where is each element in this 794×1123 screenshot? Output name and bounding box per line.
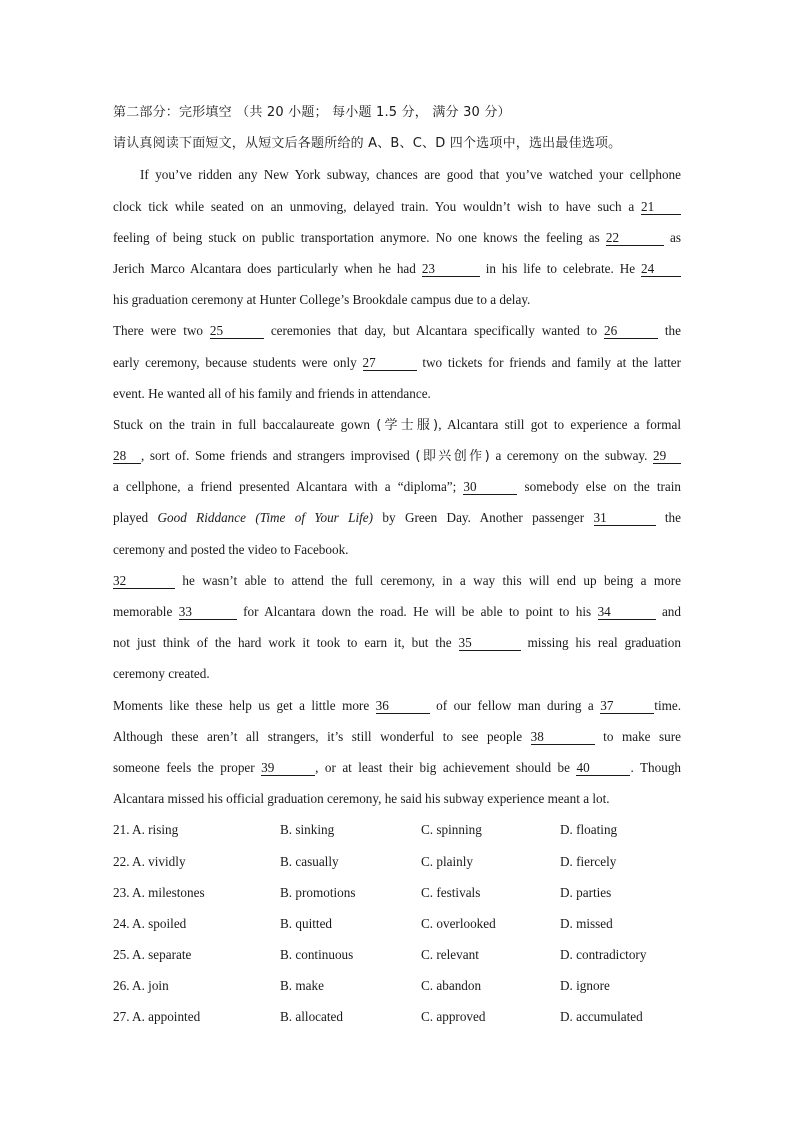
blank-21: 21 (641, 200, 681, 215)
passage-text: not just think of the hard work it took to earn it, but the (113, 635, 452, 651)
passage-line (113, 347, 681, 378)
blank-22: 22 (606, 231, 664, 246)
option-c: C. relevant (421, 947, 479, 963)
passage-text: to make sure (603, 728, 682, 744)
option-c: C. overlooked (421, 915, 496, 931)
passage-line (113, 440, 681, 471)
passage-text: . Though (630, 759, 682, 775)
passage-line (113, 534, 681, 565)
option-b: B. continuous (280, 947, 354, 963)
passage-text: his graduation ceremony at Hunter College’s Brookdale campus due to a delay. (113, 292, 531, 308)
passage-line (113, 284, 681, 315)
passage-text: Alcantara missed his official graduation ceremony, he said his subway experience meant a lot. (113, 791, 610, 807)
option-a: 27. A. appointed (113, 1009, 201, 1025)
song-title: Good Riddance (Time of Your Life) (157, 510, 374, 526)
passage-text: , sort of. Some friends and strangers improvised (141, 448, 410, 464)
passage-text-cn: (学士服) (376, 417, 439, 433)
blank-34: 34 (598, 605, 656, 620)
passage-text: someone feels the proper (113, 759, 255, 775)
option-b: B. promotions (280, 884, 356, 900)
option-b: B. sinking (280, 822, 335, 838)
passage-line (113, 690, 681, 721)
blank-35: 35 (459, 636, 521, 651)
passage-text: the (664, 510, 681, 526)
option-a: 25. A. separate (113, 947, 192, 963)
option-c: C. approved (421, 1009, 486, 1025)
blank-36: 36 (376, 699, 430, 714)
blank-23: 23 (422, 262, 480, 277)
passage-line (113, 658, 681, 689)
passage-text: a ceremony on the subway. (495, 448, 648, 464)
blank-26: 26 (604, 324, 658, 339)
option-row (113, 908, 681, 939)
options-list (113, 814, 681, 1032)
passage-line (113, 222, 681, 253)
passage-text: by Green Day. Another passenger (382, 510, 585, 526)
passage-text: Although these aren’t all strangers, it’s still wonderful to see people (113, 728, 523, 744)
blank-28: 28 (113, 449, 141, 464)
passage-text: time. (654, 697, 682, 713)
blank-29: 29 (653, 449, 681, 464)
passage-text: clock tick while seated on an unmoving, delayed train. You wouldn’t wish to have such a (113, 198, 635, 214)
passage-line (113, 378, 681, 409)
passage-text: , or at least their big achievement should be (315, 759, 571, 775)
passage-text: in his life to celebrate. He (485, 260, 636, 276)
passage-line (113, 253, 681, 284)
blank-39: 39 (261, 761, 315, 776)
passage-text: he wasn’t able to attend the full ceremony, in a way this will end up being a more (182, 572, 681, 588)
passage-text: somebody else on the train (524, 479, 682, 495)
blank-31: 31 (594, 511, 656, 526)
passage-text: ceremony and posted the video to Facebook. (113, 541, 349, 557)
option-c: C. festivals (421, 884, 481, 900)
passage-line (113, 471, 681, 502)
option-d: D. ignore (560, 978, 610, 994)
section-instruction: 请认真阅读下面短文，从短文后各题所给的 A、B、C、D 四个选项中，选出最佳选项。 (113, 136, 622, 152)
option-d: D. contradictory (560, 947, 647, 963)
option-c: C. abandon (421, 978, 482, 994)
passage-text: If you’ve ridden any New York subway, chances are good that you’ve watched your cellphone (140, 167, 681, 183)
option-d: D. fiercely (560, 853, 617, 869)
option-a: 24. A. spoiled (113, 915, 187, 931)
option-row (113, 846, 681, 877)
passage-text-cn: (即兴创作) (415, 449, 490, 465)
passage-line (113, 752, 681, 783)
passage-text: a cellphone, a friend presented Alcantara with a “diploma”; (113, 479, 457, 495)
passage-line (113, 159, 681, 190)
passage-text: Jerich Marco Alcantara does particularly when he had (113, 260, 416, 276)
option-d: D. accumulated (560, 1009, 643, 1025)
option-row (113, 814, 681, 845)
option-d: D. parties (560, 884, 612, 900)
passage-line (113, 596, 681, 627)
passage-text: for Alcantara down the road. He will be able to point to his (243, 604, 592, 619)
passage-line (113, 409, 681, 440)
passage-text: There were two (113, 323, 203, 339)
option-row (113, 877, 681, 908)
option-b: B. allocated (280, 1009, 343, 1025)
passage-text: ceremony created. (113, 666, 210, 682)
option-d: D. missed (560, 915, 613, 931)
passage-text: memorable (113, 604, 173, 619)
passage-text: feeling of being stuck on public transportation anymore. No one knows the feeling as (113, 229, 600, 245)
option-row (113, 939, 681, 970)
option-c: C. spinning (421, 822, 482, 838)
option-b: B. quitted (280, 915, 333, 931)
passage-text: early ceremony, because students were only (113, 354, 357, 370)
passage-line (113, 191, 681, 222)
passage-text: missing his real graduation (527, 635, 681, 651)
option-b: B. make (280, 978, 324, 994)
blank-33: 33 (179, 605, 237, 620)
option-d: D. floating (560, 822, 618, 838)
passage-text: Moments like these help us get a little more (113, 697, 370, 713)
passage-text: Stuck on the train in full baccalaureate gown (113, 416, 370, 432)
option-a: 23. A. milestones (113, 884, 205, 900)
passage-text: and (661, 604, 681, 619)
document-page (113, 97, 681, 1033)
blank-32: 32 (113, 574, 175, 589)
passage-line (113, 502, 681, 533)
blank-30: 30 (463, 480, 517, 495)
blank-25: 25 (210, 324, 264, 339)
passage-text: ceremonies that day, but Alcantara specifically wanted to (270, 323, 598, 339)
passage-text: the (664, 323, 682, 339)
blank-40: 40 (576, 761, 630, 776)
option-a: 22. A. vividly (113, 853, 186, 869)
passage-text: event. He wanted all of his family and friends in attendance. (113, 385, 431, 401)
passage-line (113, 565, 681, 596)
passage-text: played (113, 510, 149, 526)
blank-37: 37 (600, 699, 654, 714)
option-a: 21. A. rising (113, 822, 179, 838)
blank-24: 24 (641, 262, 681, 277)
option-b: B. casually (280, 853, 339, 869)
option-a: 26. A. join (113, 978, 169, 994)
option-c: C. plainly (421, 853, 474, 869)
blank-27: 27 (363, 356, 417, 371)
blank-38: 38 (531, 730, 595, 745)
passage-text: of our fellow man during a (436, 697, 594, 713)
passage-text: two tickets for friends and family at the latter (422, 354, 682, 370)
passage-line (113, 315, 681, 346)
option-row (113, 970, 681, 1001)
passage-line (113, 783, 681, 814)
passage-text: as (670, 229, 682, 245)
passage-text: , Alcantara still got to experience a formal (438, 416, 681, 432)
option-row (113, 1001, 681, 1032)
passage-line (113, 721, 681, 752)
section-title: 第二部分：完形填空 （共 20 小题； 每小题 1.5 分， 满分 30 分） (113, 105, 511, 120)
passage-line (113, 627, 681, 658)
